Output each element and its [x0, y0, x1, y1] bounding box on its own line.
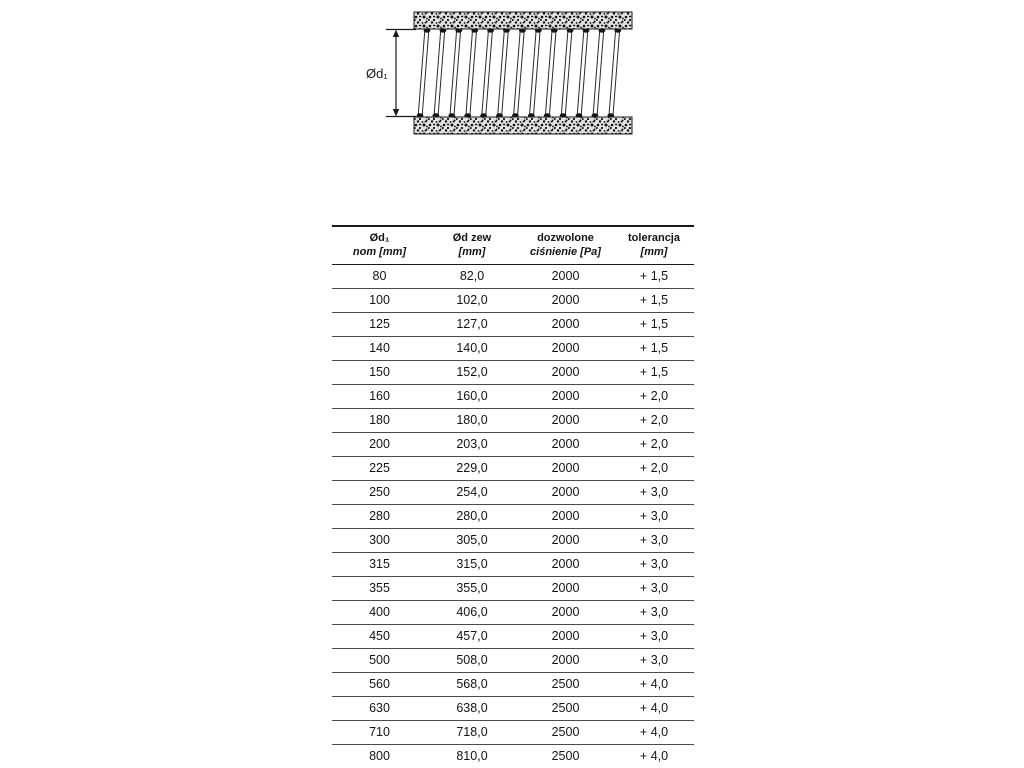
table-cell: + 3,0: [614, 504, 694, 528]
table-cell: 2000: [517, 528, 614, 552]
table-row: [332, 312, 694, 336]
duct-diagram: [358, 6, 640, 146]
table-row: [332, 456, 694, 480]
column-header-tolerance: [614, 226, 694, 264]
table-cell: 200: [332, 432, 427, 456]
table-cell: + 2,0: [614, 432, 694, 456]
column-header-outer-diameter: [427, 226, 517, 264]
table-cell: 180,0: [427, 408, 517, 432]
table-cell: 100: [332, 288, 427, 312]
table-cell: 280: [332, 504, 427, 528]
table-row: [332, 504, 694, 528]
table-cell: 140: [332, 336, 427, 360]
column-header-allowed-pressure: [517, 226, 614, 264]
table-cell: 254,0: [427, 480, 517, 504]
table-cell: 180: [332, 408, 427, 432]
table-cell: 2000: [517, 312, 614, 336]
table-cell: + 1,5: [614, 336, 694, 360]
table-cell: 718,0: [427, 720, 517, 744]
table-cell: 225: [332, 456, 427, 480]
table-cell: 2000: [517, 456, 614, 480]
table-cell: 2000: [517, 480, 614, 504]
duct-bottom-wall: [414, 117, 632, 134]
table-row: [332, 672, 694, 696]
table-cell: + 4,0: [614, 672, 694, 696]
table-cell: 2500: [517, 720, 614, 744]
table-row: [332, 408, 694, 432]
table-cell: 450: [332, 624, 427, 648]
table-cell: 500: [332, 648, 427, 672]
table-cell: 127,0: [427, 312, 517, 336]
table-cell: + 3,0: [614, 576, 694, 600]
table-row: [332, 624, 694, 648]
spec-table-header-row: [332, 226, 694, 264]
table-cell: 800: [332, 744, 427, 768]
table-cell: + 1,5: [639, 269, 669, 283]
table-cell: 2000: [517, 648, 614, 672]
dimension-label: Ød₁: [366, 66, 388, 81]
table-cell: + 4,0: [614, 696, 694, 720]
table-cell: 2000: [517, 576, 614, 600]
table-row: [332, 288, 694, 312]
dimension-arrow: [386, 30, 416, 117]
table-cell: 160,0: [427, 384, 517, 408]
table-cell: 2500: [517, 744, 614, 768]
table-cell: 355,0: [427, 576, 517, 600]
table-cell: 2000: [517, 408, 614, 432]
table-cell: 2000: [517, 552, 614, 576]
table-cell: + 3,0: [614, 480, 694, 504]
table-row: [332, 384, 694, 408]
spec-table-body: [332, 264, 694, 768]
duct-ribs: [417, 28, 622, 118]
column-header-line1: Ød zew: [452, 232, 492, 244]
column-header-nominal-diameter: [332, 226, 427, 264]
table-cell: 160: [332, 384, 427, 408]
table-cell: + 1,5: [614, 360, 694, 384]
table-cell: 140,0: [427, 336, 517, 360]
column-header-line1: dozwolone: [537, 232, 594, 244]
table-cell: 250: [332, 480, 427, 504]
table-cell: 457,0: [427, 624, 517, 648]
table-cell: + 4,0: [614, 720, 694, 744]
table-cell: 406,0: [427, 600, 517, 624]
table-cell: 280,0: [427, 504, 517, 528]
table-row: [332, 648, 694, 672]
table-cell: 2000: [517, 384, 614, 408]
column-header-line2: [mm]: [458, 245, 486, 258]
table-cell: 305,0: [427, 528, 517, 552]
table-row: [332, 528, 694, 552]
table-cell: + 3,0: [614, 600, 694, 624]
column-header-line2: nom [mm]: [352, 245, 407, 258]
table-cell: 508,0: [427, 648, 517, 672]
table-row: [332, 600, 694, 624]
column-header-line1: tolerancja: [628, 232, 680, 244]
table-cell: + 2,0: [614, 408, 694, 432]
table-cell: 80: [372, 269, 387, 283]
table-cell: 2500: [517, 672, 614, 696]
table-cell: 630: [332, 696, 427, 720]
table-cell: 638,0: [427, 696, 517, 720]
table-cell: + 3,0: [614, 552, 694, 576]
table-cell: + 3,0: [614, 648, 694, 672]
table-row: [332, 576, 694, 600]
table-cell: 2000: [517, 360, 614, 384]
table-cell: 315,0: [427, 552, 517, 576]
table-cell: + 2,0: [614, 456, 694, 480]
table-cell: 2000: [517, 624, 614, 648]
table-cell: + 1,5: [614, 312, 694, 336]
table-cell: 2000: [517, 432, 614, 456]
table-cell: 125: [332, 312, 427, 336]
table-cell: 2000: [517, 288, 614, 312]
table-cell: 2000: [517, 600, 614, 624]
table-cell: 355: [332, 576, 427, 600]
table-cell: 710: [332, 720, 427, 744]
table-cell: + 4,0: [614, 744, 694, 768]
table-cell: 82,0: [459, 269, 485, 283]
table-row: [332, 744, 694, 768]
table-cell: + 1,5: [614, 288, 694, 312]
table-cell: 2000: [517, 504, 614, 528]
table-cell: + 3,0: [614, 528, 694, 552]
table-cell: 203,0: [427, 432, 517, 456]
column-header-line2: ciśnienie [Pa]: [530, 245, 601, 258]
spec-table: [332, 225, 694, 768]
table-cell: 810,0: [427, 744, 517, 768]
duct-top-wall: [414, 12, 632, 29]
table-cell: + 2,0: [614, 384, 694, 408]
table-cell: 2000: [517, 336, 614, 360]
table-row: [332, 480, 694, 504]
table-row: [332, 552, 694, 576]
table-cell: 400: [332, 600, 427, 624]
table-cell: 102,0: [427, 288, 517, 312]
table-cell: 229,0: [427, 456, 517, 480]
column-header-line2: [mm]: [640, 245, 668, 258]
table-row: [332, 720, 694, 744]
table-cell: 2500: [517, 696, 614, 720]
table-cell: 315: [332, 552, 427, 576]
table-cell: 2000: [551, 269, 580, 283]
table-cell: 568,0: [427, 672, 517, 696]
table-row: [332, 336, 694, 360]
table-cell: + 3,0: [614, 624, 694, 648]
table-row: [332, 264, 694, 288]
table-cell: 152,0: [427, 360, 517, 384]
table-cell: 300: [332, 528, 427, 552]
table-row: [332, 696, 694, 720]
column-header-line1: Ød₁: [369, 232, 390, 244]
table-cell: 150: [332, 360, 427, 384]
table-row: [332, 432, 694, 456]
duct-diagram-svg: [358, 6, 640, 146]
table-row: [332, 360, 694, 384]
table-cell: 560: [332, 672, 427, 696]
